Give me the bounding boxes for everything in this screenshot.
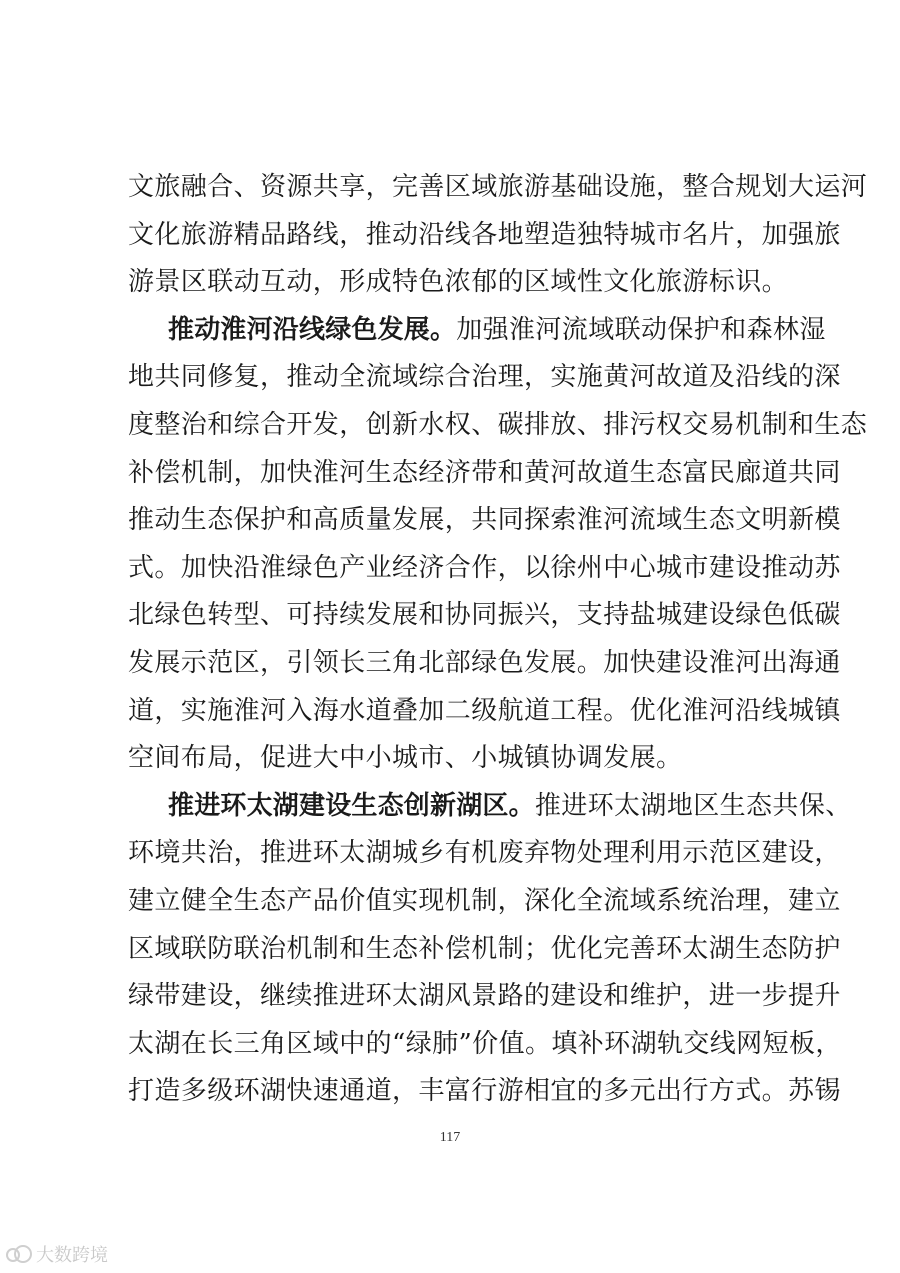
- paragraph-heading: 推动淮河沿线绿色发展。: [168, 314, 457, 345]
- text-line: 环境共治，推进环太湖城乡有机废弃物处理利用示范区建设，: [128, 838, 841, 869]
- text-line: [128, 783, 852, 831]
- paragraph-2: [128, 307, 868, 783]
- watermark-logo-icon: [6, 1245, 32, 1263]
- text-line: 文旅融合、资源共享，完善区域旅游基础设施，整合规划大运河: [128, 172, 868, 202]
- watermark: [6, 1241, 108, 1267]
- text-line: 地共同修复，推动全流域综合治理，实施黄河故道及沿线的深: [128, 362, 841, 393]
- paragraph-1: [128, 164, 868, 307]
- text-line-rest: 推进环太湖地区生态共保、: [534, 790, 852, 821]
- text-line: 空间布局，促进大中小城市、小城镇协调发展。: [128, 743, 683, 774]
- paragraph-3: [128, 783, 852, 1116]
- page-number: 117: [439, 1130, 461, 1145]
- paragraph-heading: 推进环太湖建设生态创新湖区。: [168, 790, 535, 821]
- text-line-rest: 加强淮河流域联动保护和森林湿: [456, 314, 826, 345]
- text-line: 打造多级环湖快速通道，丰富行游相宜的多元出行方式。苏锡: [128, 1076, 841, 1107]
- watermark-text: 大数跨境: [36, 1245, 108, 1266]
- text-line: 区域联防联治机制和生态补偿机制；优化完善环太湖生态防护: [128, 933, 841, 964]
- text-line: 补偿机制，加快淮河生态经济带和黄河故道生态富民廊道共同: [128, 457, 841, 488]
- text-line: 道，实施淮河入海水道叠加二级航道工程。优化淮河沿线城镇: [128, 695, 841, 726]
- text-line: 北绿色转型、可持续发展和协同振兴，支持盐城建设绿色低碳: [128, 600, 841, 631]
- text-line: 推动生态保护和高质量发展，共同探索淮河流域生态文明新模: [128, 505, 841, 536]
- text-line: 度整治和综合开发，创新水权、碳排放、排污权交易机制和生态: [128, 409, 868, 440]
- text-line: 文化旅游精品路线，推动沿线各地塑造独特城市名片，加强旅: [128, 219, 841, 250]
- text-line: [128, 307, 826, 355]
- text-line: 绿带建设，继续推进环太湖风景路的建设和维护，进一步提升: [128, 981, 841, 1012]
- document-body: [128, 164, 868, 1116]
- text-line: 太湖在长三角区域中的“绿肺”价值。填补环湖轨交线网短板，: [128, 1028, 842, 1059]
- text-line: 游景区联动互动，形成特色浓郁的区域性文化旅游标识。: [128, 267, 789, 298]
- text-line: 建立健全生态产品价值实现机制，深化全流域系统治理，建立: [128, 885, 841, 916]
- text-line: 式。加快沿淮绿色产业经济合作，以徐州中心城市建设推动苏: [128, 552, 841, 583]
- text-line: 发展示范区，引领长三角北部绿色发展。加快建设淮河出海通: [128, 647, 841, 678]
